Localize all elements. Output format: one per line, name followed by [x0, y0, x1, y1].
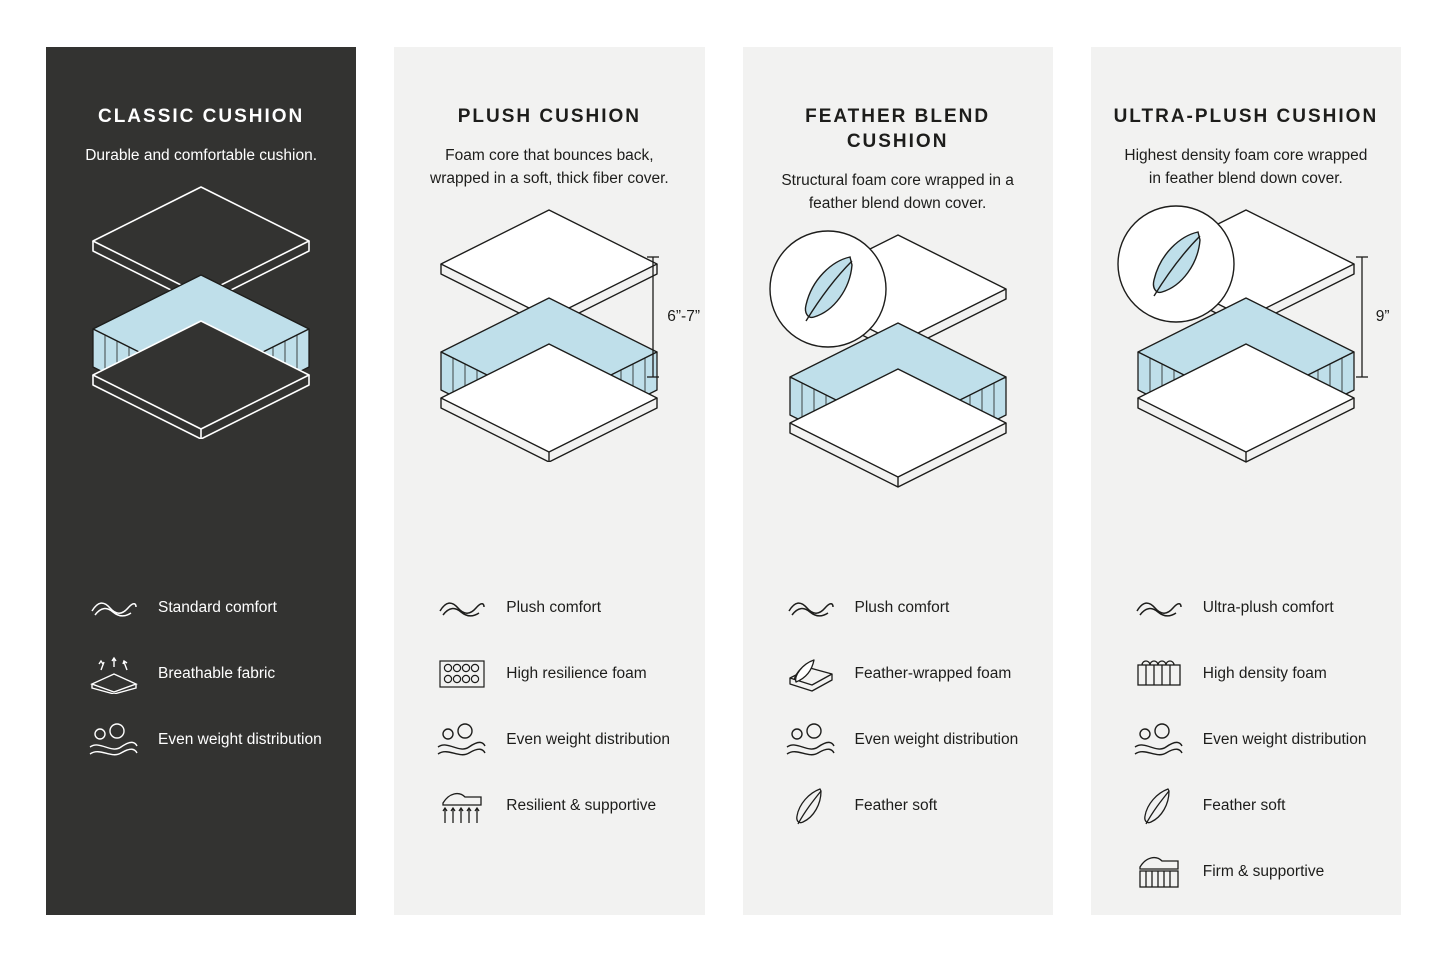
card-description: Foam core that bounces back, wrapped in a soft, thick fiber cover. [430, 147, 669, 187]
feature-label: Ultra-plush comfort [1202, 599, 1334, 616]
even-weight-icon [86, 720, 142, 760]
feature-label: High resilience foam [506, 665, 647, 682]
even-weight-icon [434, 720, 490, 760]
cushion-card-classic[interactable] [46, 47, 356, 915]
feature-label: Even weight distribution [158, 731, 322, 748]
cushion-layers-illustration [1116, 202, 1376, 464]
wave-icon [86, 588, 142, 628]
exploded-cushion-diagram [743, 227, 1053, 557]
cushion-card-plush[interactable] [394, 47, 704, 915]
feature-item [783, 587, 1031, 629]
feature-label: Plush comfort [506, 599, 602, 616]
feature-item [1131, 785, 1379, 827]
wave-icon [783, 588, 839, 628]
card-title: CLASSIC CUSHION [97, 106, 305, 127]
cushion-layers-illustration [768, 227, 1028, 489]
feature-label: Breathable fabric [158, 665, 276, 682]
feature-list [434, 587, 682, 851]
dimension-marker [646, 255, 700, 379]
high-density-foam-icon [1131, 654, 1187, 694]
feature-item [434, 719, 682, 761]
card-title: FEATHER BLEND CUSHION [805, 106, 991, 152]
cushion-card-feather-blend[interactable] [743, 47, 1053, 915]
cushion-layers-illustration [429, 202, 669, 462]
dimension-label: 9” [1375, 308, 1390, 325]
feature-list [86, 587, 334, 785]
card-description: Durable and comfortable cushion. [85, 147, 318, 164]
dimension-marker [1355, 255, 1390, 379]
feature-item [1131, 653, 1379, 695]
wave-icon [434, 588, 490, 628]
cushion-layers-illustration [81, 179, 321, 439]
feature-label: Resilient & supportive [506, 797, 657, 814]
feature-label: Even weight distribution [854, 731, 1019, 748]
firm-support-icon [1131, 852, 1187, 892]
feature-label: Firm & supportive [1202, 863, 1325, 880]
feature-label: Feather soft [1202, 797, 1286, 814]
feature-label: Even weight distribution [1202, 731, 1367, 748]
feature-label: Feather-wrapped foam [854, 665, 1012, 682]
feather-badge-icon [770, 231, 886, 347]
cushion-card-row [46, 47, 1401, 915]
feather-icon [1131, 786, 1187, 826]
feather-icon [783, 786, 839, 826]
card-description: Structural foam core wrapped in a feather blend down cover. [781, 172, 1014, 212]
feature-item [86, 653, 334, 695]
feature-item [434, 653, 682, 695]
breathable-fabric-icon [86, 654, 142, 694]
card-title: PLUSH CUSHION [457, 106, 642, 127]
dimension-bracket-icon [646, 255, 660, 379]
feature-label: Plush comfort [854, 599, 950, 616]
feather-badge-icon [1118, 206, 1234, 322]
cushion-card-ultra-plush[interactable] [1091, 47, 1401, 915]
feature-item [783, 653, 1031, 695]
exploded-cushion-diagram [46, 179, 356, 509]
feature-item [434, 587, 682, 629]
feature-item [434, 785, 682, 827]
feature-list [1131, 587, 1379, 917]
dimension-label: 6”-7” [667, 308, 700, 325]
feature-label: Standard comfort [158, 599, 277, 616]
feature-item [86, 719, 334, 761]
feature-item [1131, 719, 1379, 761]
honeycomb-foam-icon [434, 654, 490, 694]
feature-item [1131, 851, 1379, 893]
card-title: ULTRA-PLUSH CUSHION [1113, 106, 1379, 127]
feature-item [783, 719, 1031, 761]
feature-label: Even weight distribution [506, 731, 670, 748]
card-description: Highest density foam core wrapped in feather blend down cover. [1124, 147, 1368, 187]
resilient-support-icon [434, 786, 490, 826]
dimension-bracket-icon [1355, 255, 1369, 379]
feature-item [86, 587, 334, 629]
feature-label: High density foam [1202, 665, 1327, 682]
feather-wrapped-foam-icon [783, 654, 839, 694]
feature-item [783, 785, 1031, 827]
feature-label: Feather soft [854, 797, 938, 814]
even-weight-icon [1131, 720, 1187, 760]
wave-icon [1131, 588, 1187, 628]
exploded-cushion-diagram [1091, 202, 1401, 532]
feature-list [783, 587, 1031, 851]
feature-item [1131, 587, 1379, 629]
exploded-cushion-diagram [394, 202, 704, 532]
even-weight-icon [783, 720, 839, 760]
